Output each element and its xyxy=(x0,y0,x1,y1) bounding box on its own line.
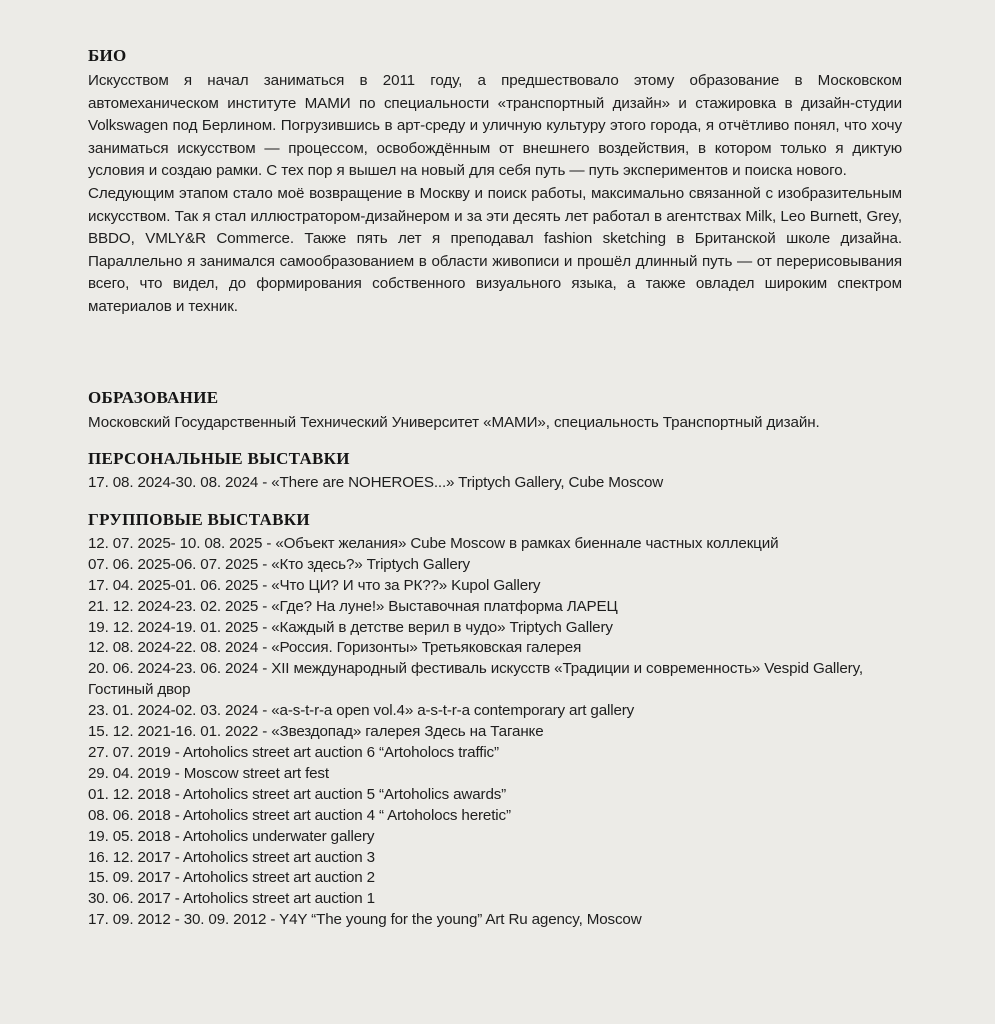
exhibition-item: 23. 01. 2024-02. 03. 2024 - «a-s-t-r-a open vol.4» a-s-t-r-a contemporary art gallery xyxy=(88,702,635,720)
exhibition-item: 12. 07. 2025- 10. 08. 2025 - «Объект желания» Cube Moscow в рамках биеннале частных коллекций xyxy=(88,534,779,552)
exhibition-item: 16. 12. 2017 - Artoholics street art auction 3 xyxy=(88,848,375,866)
exhibition-item: 15. 12. 2021-16. 01. 2022 - «Звездопад» галерея Здесь на Таганке xyxy=(88,723,544,741)
exhibition-item: 17. 04. 2025-01. 06. 2025 - «Что ЦИ? И что за РК??» Kupol Gallery xyxy=(88,576,541,594)
education-text: Московский Государственный Технический Университет «МАМИ», специальность Транспортный дизайн. xyxy=(88,414,820,431)
exhibition-item: 19. 12. 2024-19. 01. 2025 - «Каждый в детстве верил в чудо» Triptych Gallery xyxy=(88,618,613,636)
exhibition-item: 17. 09. 2012 - 30. 09. 2012 - Y4Y “The young for the young” Art Ru agency, Moscow xyxy=(88,911,642,929)
exhibition-item: 07. 06. 2025-06. 07. 2025 - «Кто здесь?» Triptych Gallery xyxy=(88,555,470,573)
bio-paragraph: Следующим этапом стало моё возвращение в Москву и поиск работы, максимально связанной с изобразительным искусством. Так я стал иллюстратором-дизайнером и за эти десять лет работал в агентствах Milk, Leo Burnett, Grey, BBDO, VMLY&R Commerce. Также пять лет я преподавал fashion sketching в Британской школе дизайна. Параллельно я занимался самообразованием в области живописи и прошёл длинный путь — от перерисовывания всего, что видел, до формирования собственного визуального языка, а также овладел широким спектром материалов и техник. xyxy=(88,184,902,315)
exhibition-item: 19. 05. 2018 - Artoholics underwater gallery xyxy=(88,827,375,845)
bio-section xyxy=(88,46,902,371)
education-section xyxy=(88,388,902,433)
group-exhibitions-list xyxy=(88,534,902,931)
exhibition-item: 29. 04. 2019 - Moscow street art fest xyxy=(88,764,329,782)
cv-page xyxy=(88,46,902,931)
exhibition-item: 30. 06. 2017 - Artoholics street art auction 1 xyxy=(88,890,375,908)
group-exhibitions-heading: ГРУППОВЫЕ ВЫСТАВКИ xyxy=(88,509,310,529)
personal-exhibitions-section xyxy=(88,449,902,494)
bio-paragraph: Искусством я начал заниматься в 2011 году, а предшествовало этому образование в Московском автомеханическом институте МАМИ по специальности «транспортный дизайн» и стажировка в дизайн-студии Volkswagen под Берлином. Погрузившись в арт-среду и уличную культуру этого города, я отчётливо понял, что хочу заниматься искусством — процессом, освобождённым от внешнего воздействия, в котором только я диктую условия и создаю рамки. С тех пор я вышел на новый для себя путь — путь экспериментов и поиска нового. xyxy=(88,72,902,180)
education-heading: ОБРАЗОВАНИЕ xyxy=(88,388,219,407)
exhibition-item: 01. 12. 2018 - Artoholics street art auction 5 “Artoholics awards” xyxy=(88,785,507,803)
personal-exhibitions-heading: ПЕРСОНАЛЬНЫЕ ВЫСТАВКИ xyxy=(88,449,350,468)
exhibition-item: 15. 09. 2017 - Artoholics street art auction 2 xyxy=(88,869,375,887)
exhibition-item: 17. 08. 2024-30. 08. 2024 - «There are NOHEROES...» Triptych Gallery, Cube Moscow xyxy=(88,474,664,491)
personal-exhibitions-list xyxy=(88,473,902,494)
exhibition-item: 20. 06. 2024-23. 06. 2024 - XII международный фестиваль искусств «Традиции и современность» Vespid Gallery, Гостиный двор xyxy=(88,660,863,699)
exhibition-item: 08. 06. 2018 - Artoholics street art auction 4 “ Artoholocs heretic” xyxy=(88,806,511,824)
exhibition-item: 21. 12. 2024-23. 02. 2025 - «Где? На луне!» Выставочная платформа ЛАРЕЦ xyxy=(88,597,618,615)
exhibition-item: 27. 07. 2019 - Artoholics street art auction 6 “Artoholocs traffic” xyxy=(88,743,499,761)
exhibition-item: 12. 08. 2024-22. 08. 2024 - «Россия. Горизонты» Третьяковская галерея xyxy=(88,639,582,657)
bio-heading: БИО xyxy=(88,46,127,65)
group-exhibitions-section xyxy=(88,510,902,931)
